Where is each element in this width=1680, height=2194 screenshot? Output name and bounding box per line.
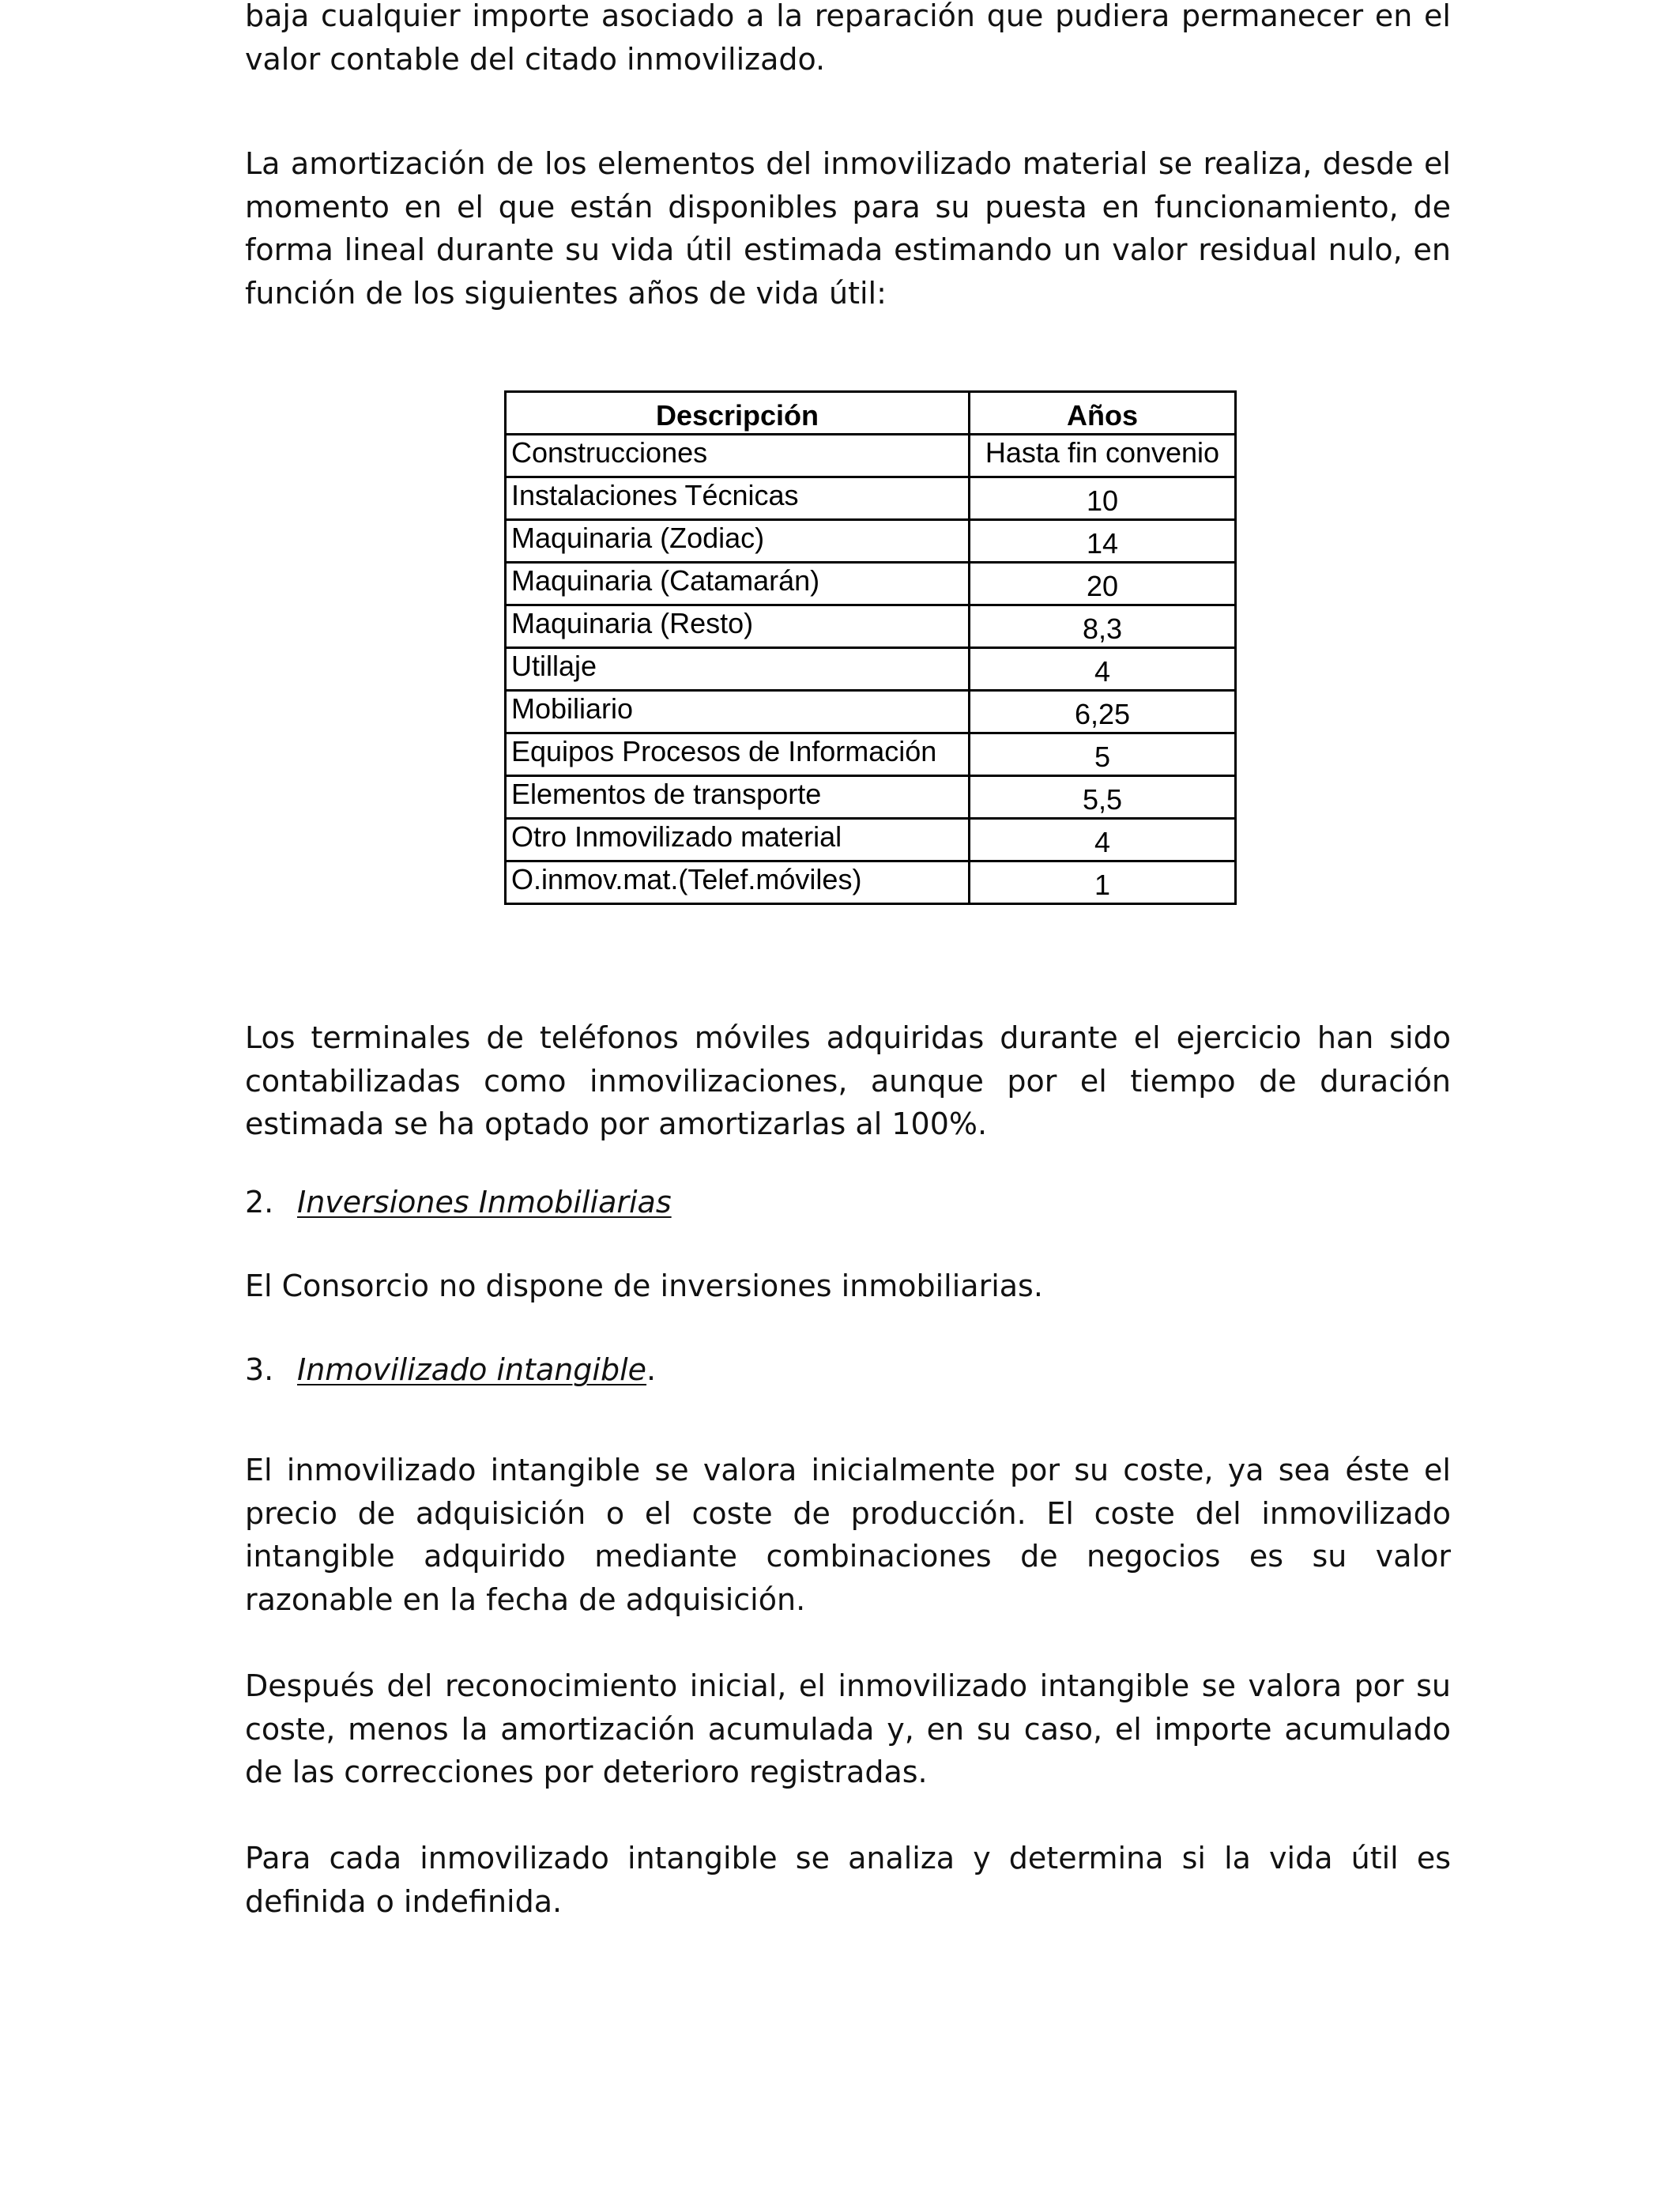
section-heading-intangible — [245, 1348, 656, 1391]
row-years: 5 — [970, 733, 1236, 776]
row-description: Maquinaria (Zodiac) — [506, 520, 970, 563]
row-years: 5,5 — [970, 776, 1236, 819]
header-description: Descripción — [506, 392, 970, 435]
row-description: Maquinaria (Resto) — [506, 605, 970, 648]
row-description: O.inmov.mat.(Telef.móviles) — [506, 861, 970, 904]
section-title: Inversiones Inmobiliarias — [297, 1185, 672, 1220]
paragraph-after-recognition: Después del reconocimiento inicial, el inmovilizado intangible se valora por su coste, menos la amortización acumulada y, en su caso, el importe acumulado de las correcciones por deterioro registradas. — [245, 1668, 1451, 1789]
row-description: Mobiliario — [506, 691, 970, 733]
row-years: 14 — [970, 520, 1236, 563]
table-row — [506, 435, 1236, 477]
table-row — [506, 733, 1236, 776]
table-row — [506, 477, 1236, 520]
section-suffix: . — [646, 1352, 657, 1387]
section-number: 2. — [245, 1185, 274, 1220]
row-years: 4 — [970, 648, 1236, 691]
row-years: 1 — [970, 861, 1236, 904]
section-heading-investments — [245, 1181, 672, 1223]
paragraph-mobile-phones: Los terminales de teléfonos móviles adquiridas durante el ejercicio han sido contabilizadas como inmovilizaciones, aunque por el tiempo de duración estimada se ha optado por amortizarlas al 100%. — [245, 1020, 1451, 1141]
table-row — [506, 776, 1236, 819]
section-title: Inmovilizado intangible — [297, 1352, 647, 1387]
paragraph-intangible-valuation: El inmovilizado intangible se valora inicialmente por su coste, ya sea éste el precio de adquisición o el coste de producción. El coste del inmovilizado intangible adquirido mediante combinaciones de negocios es su valor razonable en la fecha de adquisición. — [245, 1453, 1451, 1617]
table-row — [506, 819, 1236, 861]
header-years: Años — [970, 392, 1236, 435]
row-description: Utillaje — [506, 648, 970, 691]
paragraph-no-investments: El Consorcio no dispone de inversiones inmobiliarias. — [245, 1269, 1043, 1303]
paragraph-repair-value: baja cualquier importe asociado a la reparación que pudiera permanecer en el valor contable del citado inmovilizado. — [245, 0, 1451, 77]
paragraph-amortization-method: La amortización de los elementos del inmovilizado material se realiza, desde el momento en el que están disponibles para su puesta en funcionamiento, de forma lineal durante su vida útil estimada estimando un valor residual nulo, en función de los siguientes años de vida útil: — [245, 146, 1451, 311]
table-row — [506, 520, 1236, 563]
row-description: Instalaciones Técnicas — [506, 477, 970, 520]
table-row — [506, 605, 1236, 648]
row-years: 10 — [970, 477, 1236, 520]
useful-life-table — [504, 390, 1237, 905]
table-row — [506, 648, 1236, 691]
row-description: Construcciones — [506, 435, 970, 477]
row-years: 8,3 — [970, 605, 1236, 648]
row-years: Hasta fin convenio — [970, 435, 1236, 477]
paragraph-useful-life: Para cada inmovilizado intangible se analiza y determina si la vida útil es definida o indefinida. — [245, 1841, 1451, 1919]
row-description: Otro Inmovilizado material — [506, 819, 970, 861]
row-description: Maquinaria (Catamarán) — [506, 563, 970, 605]
table-row — [506, 563, 1236, 605]
table-row — [506, 861, 1236, 904]
table-row — [506, 691, 1236, 733]
row-years: 20 — [970, 563, 1236, 605]
row-description: Elementos de transporte — [506, 776, 970, 819]
row-years: 6,25 — [970, 691, 1236, 733]
table-header-row — [506, 392, 1236, 435]
section-number: 3. — [245, 1352, 274, 1387]
row-years: 4 — [970, 819, 1236, 861]
row-description: Equipos Procesos de Información — [506, 733, 970, 776]
